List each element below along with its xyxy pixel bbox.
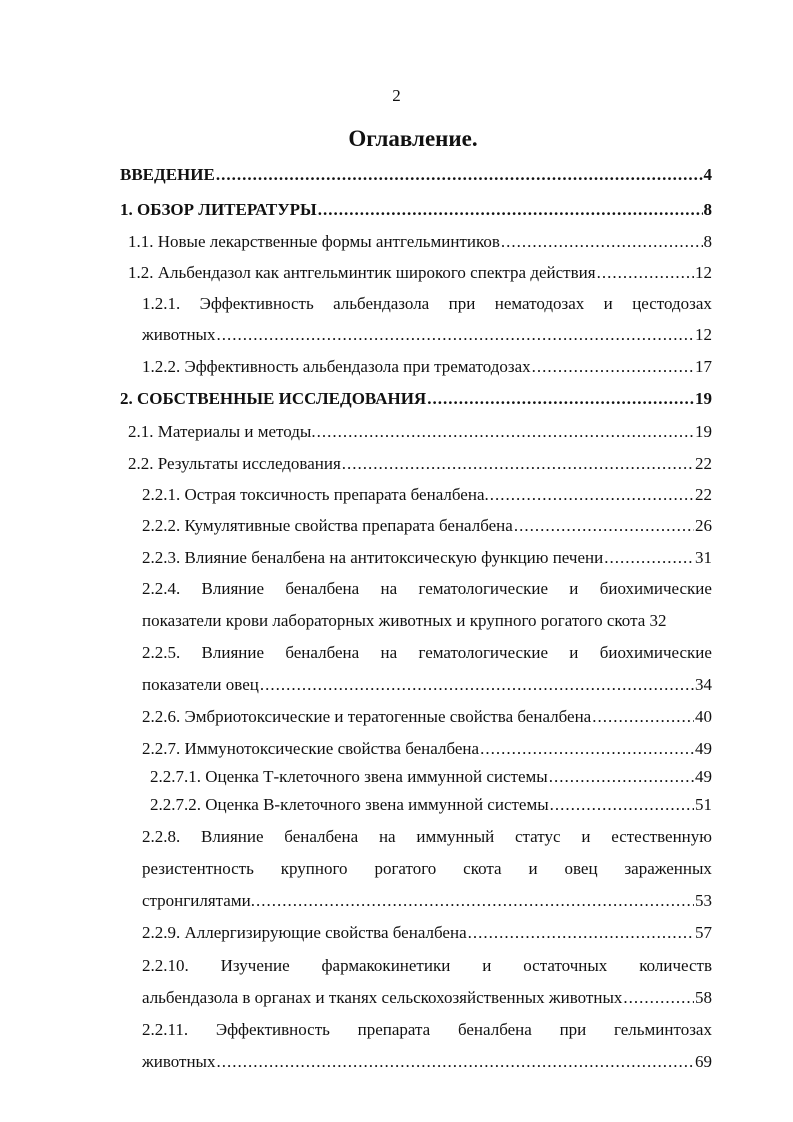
toc-page-number: 22 [695, 454, 712, 473]
toc-word: гельминтозах [614, 1020, 712, 1039]
toc-entry-2-2-10[interactable] [142, 955, 712, 977]
toc-entry-1-2-1[interactable] [142, 293, 712, 315]
toc-word: и [603, 294, 613, 313]
dot-leader [317, 421, 694, 443]
toc-label: 2.1. Материалы и методы. [128, 422, 316, 441]
toc-label: ВВЕДЕНИЕ [120, 165, 215, 184]
toc-label: альбендазола в органах и тканях сельскохозяйственных животных [142, 988, 623, 1007]
toc-word: количеств [639, 956, 712, 975]
toc-page-number: 53 [695, 891, 712, 910]
toc-word: беналбена [285, 579, 360, 598]
toc-word: препарата [357, 1020, 431, 1039]
toc-word: при [559, 1020, 587, 1039]
toc-label: 1.2. Альбендазол как антгельминтик широкого спектра действия [128, 263, 596, 282]
toc-word: иммунный [416, 827, 495, 846]
toc-page-number: 17 [695, 357, 712, 376]
toc-label: 2.2.6. Эмбриотоксические и тератогенные свойства беналбена [142, 707, 592, 726]
toc-label: 1.2.2. Эффективность альбендазола при трематодозах [142, 357, 531, 376]
toc-page-number: 58 [695, 988, 712, 1007]
dot-leader [549, 766, 694, 788]
toc-entry-2-2-4-cont[interactable] [142, 610, 717, 632]
toc-word: Эффективность [199, 294, 314, 313]
dot-leader [514, 515, 694, 537]
toc-entry-2-1[interactable] [128, 421, 712, 443]
toc-page-number: 19 [695, 389, 712, 408]
toc-word: на [378, 827, 396, 846]
toc-word: Эффективность [215, 1020, 330, 1039]
toc-word: и [528, 859, 538, 878]
dot-leader [480, 738, 694, 760]
toc-word: и [581, 827, 591, 846]
toc-label: 2. СОБСТВЕННЫЕ ИССЛЕДОВАНИЯ [120, 389, 427, 408]
toc-entry-2-2-2[interactable] [142, 515, 712, 537]
toc-word: альбендазола [333, 294, 430, 313]
toc-page-number: 4 [703, 165, 712, 184]
toc-label: 2.2.2. Кумулятивные свойства препарата беналбена [142, 516, 513, 535]
dot-leader [318, 199, 703, 221]
toc-word: при [448, 294, 476, 313]
toc-entry-1-2-2[interactable] [142, 356, 712, 378]
toc-entry-2-2-7[interactable] [142, 738, 712, 760]
toc-word: рогатого [374, 859, 437, 878]
dot-leader [427, 388, 694, 410]
toc-word: Влияние [201, 643, 265, 662]
toc-label: 2.2.7.1. Оценка Т-клеточного звена иммунной системы [150, 767, 548, 786]
toc-word: крупного [280, 859, 348, 878]
toc-word: нематодозах [494, 294, 585, 313]
toc-word: 2.2.4. [142, 579, 181, 598]
dot-leader [490, 484, 694, 506]
toc-entry-2-2-11-cont[interactable] [142, 1051, 712, 1073]
dot-leader [216, 164, 703, 186]
dot-leader [216, 324, 694, 346]
dot-leader [501, 231, 703, 253]
toc-label: стронгилятами. [142, 891, 255, 910]
toc-page-number: 40 [695, 707, 712, 726]
toc-page-number: 34 [695, 675, 712, 694]
dot-leader [216, 1051, 694, 1073]
toc-word: 2.2.5. [142, 643, 181, 662]
toc-entry-2-2-4[interactable] [142, 578, 712, 600]
toc-word: зараженных [624, 859, 712, 878]
toc-word: фармакокинетики [321, 956, 451, 975]
toc-entry-2-2-9[interactable] [142, 922, 712, 944]
toc-word: на [380, 643, 398, 662]
toc-word: Влияние [201, 827, 264, 846]
toc-label: 2.2. Результаты исследования [128, 454, 341, 473]
toc-page-number: 51 [695, 795, 712, 814]
toc-entry-2-2-5-cont[interactable] [142, 674, 712, 696]
toc-entry-section-1[interactable] [120, 199, 712, 221]
toc-word: 2.2.10. [142, 956, 189, 975]
toc-entry-2-2-8[interactable] [142, 826, 712, 848]
toc-entry-intro[interactable] [120, 164, 712, 186]
toc-word: беналбена [457, 1020, 532, 1039]
toc-page-number: 19 [695, 422, 712, 441]
toc-entry-2-2-6[interactable] [142, 706, 712, 728]
toc-page-number: 26 [695, 516, 712, 535]
toc-entry-1-2-1-cont[interactable] [142, 324, 712, 346]
toc-entry-2-2-7-1[interactable] [150, 766, 712, 788]
toc-page-number: 31 [695, 548, 712, 567]
toc-word: гематологические [418, 643, 548, 662]
toc-page-number: 49 [695, 767, 712, 786]
toc-page-number: 22 [695, 485, 712, 504]
dot-leader [342, 453, 694, 475]
dot-leader [592, 706, 694, 728]
toc-label: 1. ОБЗОР ЛИТЕРАТУРЫ [120, 200, 317, 219]
toc-word: 2.2.11. [142, 1020, 189, 1039]
dot-leader [532, 356, 694, 378]
toc-word: биохимические [599, 643, 712, 662]
toc-label: показатели овец [142, 675, 259, 694]
toc-title: Оглавление. [348, 126, 478, 151]
toc-page-number: 8 [703, 200, 712, 219]
toc-label: 2.2.7.2. Оценка В-клеточного звена иммунной системы [150, 795, 549, 814]
toc-word: и [569, 579, 579, 598]
toc-entry-2-2-8-cont[interactable] [142, 890, 712, 912]
toc-entry-2-2-3[interactable] [142, 547, 712, 569]
toc-page-number: 57 [695, 923, 712, 942]
toc-word: и [482, 956, 492, 975]
toc-entry-2-2-11[interactable] [142, 1019, 712, 1041]
toc-word: 1.2.1. [142, 294, 181, 313]
dot-leader [597, 262, 694, 284]
toc-word: цестодозах [632, 294, 712, 313]
page-number: 2 [392, 86, 401, 105]
toc-page-number: 49 [695, 739, 712, 758]
toc-page-number: 69 [695, 1052, 712, 1071]
dot-leader [256, 890, 694, 912]
toc-word: на [380, 579, 398, 598]
toc-label: 2.2.3. Влияние беналбена на антитоксическую функцию печени [142, 548, 604, 567]
toc-entry-2-2-7-2[interactable] [150, 794, 712, 816]
dot-leader [260, 674, 694, 696]
toc-label: 2.2.9. Аллергизирующие свойства беналбена [142, 923, 467, 942]
toc-entry-1-2[interactable] [128, 262, 712, 284]
toc-entry-2-2-5[interactable] [142, 642, 712, 664]
toc-page-number: 12 [695, 263, 712, 282]
toc-entry-2-2-8-line2[interactable] [142, 858, 712, 880]
toc-label: 1.1. Новые лекарственные формы антгельминтиков [128, 232, 500, 251]
toc-page-number: 12 [695, 325, 712, 344]
toc-entry-2-2[interactable] [128, 453, 712, 475]
toc-word: остаточных [523, 956, 608, 975]
toc-entry-1-1[interactable] [128, 231, 712, 253]
dot-leader [604, 547, 694, 569]
toc-word: 2.2.8. [142, 827, 181, 846]
toc-word: статус [515, 827, 561, 846]
toc-label: 2.2.1. Острая токсичность препарата беналбена. [142, 485, 489, 504]
toc-label: животных [142, 325, 216, 344]
toc-word: Влияние [201, 579, 265, 598]
toc-entry-2-2-1[interactable] [142, 484, 712, 506]
toc-label: 2.2.7. Иммунотоксические свойства беналбена [142, 739, 480, 758]
toc-entry-2-2-10-cont[interactable] [142, 987, 712, 1009]
toc-word: беналбена [284, 827, 359, 846]
dot-leader [623, 987, 694, 1009]
toc-label: показатели крови лабораторных животных и крупного рогатого скота 32 [142, 611, 667, 630]
toc-word: гематологические [418, 579, 548, 598]
toc-word: и [569, 643, 579, 662]
dot-leader [468, 922, 694, 944]
toc-word: биохимические [599, 579, 712, 598]
dot-leader [550, 794, 694, 816]
toc-page-number: 8 [703, 232, 712, 251]
toc-word: естественную [611, 827, 712, 846]
toc-word: резистентность [142, 859, 254, 878]
toc-label: животных [142, 1052, 216, 1071]
toc-entry-section-2[interactable] [120, 388, 712, 410]
toc-word: скота [463, 859, 502, 878]
toc-word: Изучение [220, 956, 290, 975]
toc-word: беналбена [285, 643, 360, 662]
toc-word: овец [564, 859, 598, 878]
